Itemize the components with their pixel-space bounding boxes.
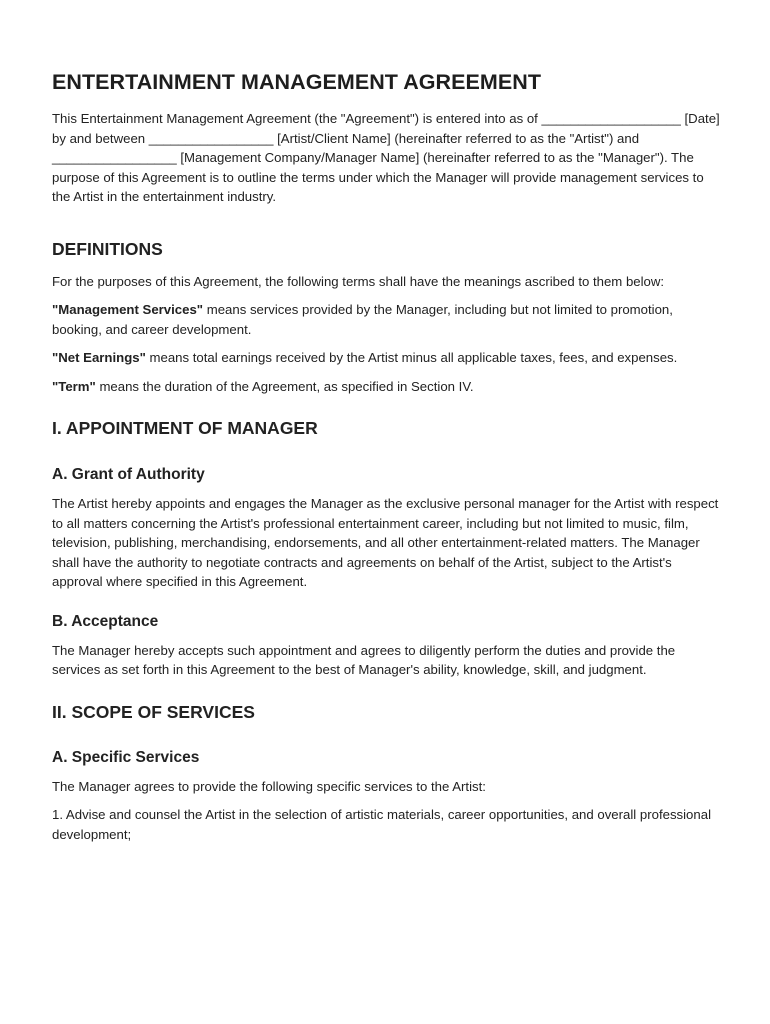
definition-item xyxy=(52,348,720,368)
document-page xyxy=(52,70,720,853)
document-title: ENTERTAINMENT MANAGEMENT AGREEMENT xyxy=(52,70,542,94)
definition-text: means the duration of the Agreement, as specified in Section IV. xyxy=(95,378,474,394)
section-1b-text: The Manager hereby accepts such appointment and agrees to diligently perform the duties and provide the services as set forth in this Agreement to the best of Manager's ability, knowledge, skill, and judgment. xyxy=(52,642,676,677)
section-2a-lead: The Manager agrees to provide the following specific services to the Artist: xyxy=(52,778,486,794)
definition-text: means services provided by the Manager, including but not limited to promotion, booking, and career development. xyxy=(52,302,673,337)
definition-term: "Net Earnings" xyxy=(52,350,146,365)
section-2-heading: II. SCOPE OF SERVICES xyxy=(52,701,255,722)
section-1a-text: The Artist hereby appoints and engages the Manager as the exclusive personal manager for the Artist with respect to all matters concerning the Artist's professional entertainment career, including but not limited to music, film, television, publishing, merchandising, endorsements, and all other entertainment-related matters. The Manager shall have the authority to negotiate contracts and agreements on behalf of the Artist, subject to the Artist's approval where specified in this Agreement. xyxy=(52,496,719,589)
section-1a-heading: A. Grant of Authority xyxy=(52,466,205,483)
section-2a-item-1: 1. Advise and counsel the Artist in the selection of artistic materials, career opportunities, and overall professional development; xyxy=(52,807,711,842)
definition-item xyxy=(52,377,720,397)
definition-item xyxy=(52,300,720,339)
definitions-heading: DEFINITIONS xyxy=(52,238,163,259)
definition-text: means total earnings received by the Artist minus all applicable taxes, fees, and expenses. xyxy=(145,350,678,365)
section-1b-heading: B. Acceptance xyxy=(52,612,159,630)
section-1-heading: I. APPOINTMENT OF MANAGER xyxy=(52,418,318,438)
section-2a-heading: A. Specific Services xyxy=(52,748,200,766)
intro-paragraph: This Entertainment Management Agreement (the "Agreement") is entered into as of ___________________ [Date] by and between _________________ [Artist/Client Name] (hereinafter referred to as the "Artist") and _________________ [Management Company/Manager Name] (hereinafter referred to as the "Manager"). The purpose of this Agreement is to outline the terms under which the Manager will provide management services to the Artist in the entertainment industry. xyxy=(52,111,720,204)
definition-term: "Management Services" xyxy=(52,302,204,317)
definition-term: "Term" xyxy=(52,378,96,394)
definitions-lead: For the purposes of this Agreement, the following terms shall have the meanings ascribed to them below: xyxy=(52,273,665,289)
